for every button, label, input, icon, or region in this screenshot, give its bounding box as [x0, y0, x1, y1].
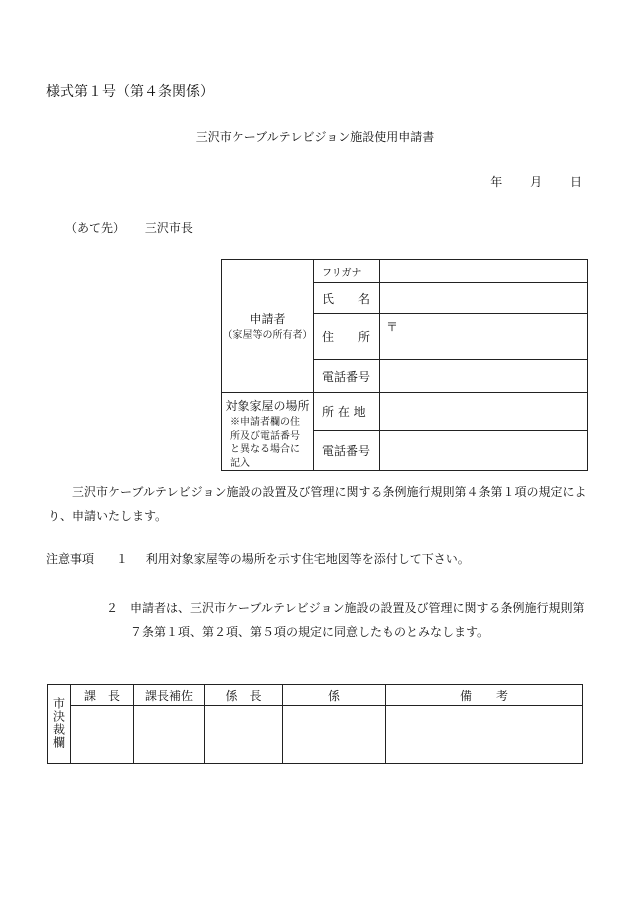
application-statement: 三沢市ケーブルテレビジョン施設の設置及び管理に関する条例施行規則第４条第１項の規定により、申請いたします。 — [48, 485, 587, 523]
header-subsection-chief: 係 長 — [205, 685, 283, 706]
form-number: 様式第１号（第４条関係） — [46, 84, 214, 100]
address-label: 住 所 — [314, 314, 380, 360]
decision-side-label-cell — [48, 685, 71, 764]
applicant-label: 申請者 — [249, 311, 286, 326]
target-note: ※申請者欄の住所及び電話番号と異なる場合に記入 — [230, 417, 300, 469]
notes-heading: 注意事項 — [46, 552, 95, 566]
date-line — [466, 173, 582, 190]
furigana-label: フリガナ — [314, 260, 380, 283]
stamp-staff[interactable] — [283, 706, 386, 764]
postal-mark: 〒 — [386, 320, 399, 334]
target-label-cell — [222, 393, 314, 471]
applicant-sublabel: （家屋等の所有者） — [222, 329, 313, 341]
location-field[interactable] — [380, 393, 588, 431]
address-field[interactable] — [380, 314, 588, 360]
document-title: 三沢市ケーブルテレビジョン施設使用申請書 — [195, 130, 435, 144]
target-label: 対象家屋の場所 — [225, 399, 310, 413]
applicant-label-cell — [222, 260, 314, 393]
notes-item-2 — [106, 596, 590, 644]
notes-item-1-number: １ — [115, 552, 128, 566]
stamp-subsection-chief[interactable] — [205, 706, 283, 764]
date-month: 月 — [530, 175, 543, 189]
furigana-field[interactable] — [380, 260, 588, 283]
header-section-chief: 課 長 — [71, 685, 134, 706]
decision-table — [47, 684, 583, 764]
target-phone-field[interactable] — [380, 431, 588, 471]
header-remarks: 備 考 — [386, 685, 583, 706]
notes-item-1-text: 利用対象家屋等の場所を示す住宅地図等を添付して下さい。 — [145, 552, 470, 566]
location-label: 所 在 地 — [314, 393, 380, 431]
date-day: 日 — [569, 175, 582, 189]
notes-item-2-number: ２ — [106, 601, 119, 615]
target-phone-label: 電話番号 — [314, 431, 380, 471]
name-label: 氏 名 — [314, 283, 380, 314]
decision-side-label: 市決裁欄 — [51, 696, 66, 749]
stamp-assistant-chief[interactable] — [134, 706, 205, 764]
stamp-section-chief[interactable] — [71, 706, 134, 764]
applicant-table — [221, 259, 588, 471]
phone-field[interactable] — [380, 360, 588, 393]
notes-item-2-text: 申請者は、三沢市ケーブルテレビジョン施設の設置及び管理に関する条例施行規則第７条第１項、第２項、第５項の規定に同意したものとみなします。 — [130, 601, 585, 639]
phone-label: 電話番号 — [314, 360, 380, 393]
header-assistant-chief: 課長補佐 — [134, 685, 205, 706]
notes-item-1 — [46, 550, 470, 567]
remarks-field[interactable] — [386, 706, 583, 764]
addressee-prefix: （あて先） — [65, 221, 126, 235]
date-year: 年 — [490, 175, 503, 189]
addressee — [65, 219, 193, 236]
header-staff: 係 — [283, 685, 386, 706]
addressee-name: 三沢市長 — [144, 221, 193, 235]
name-field[interactable] — [380, 283, 588, 314]
